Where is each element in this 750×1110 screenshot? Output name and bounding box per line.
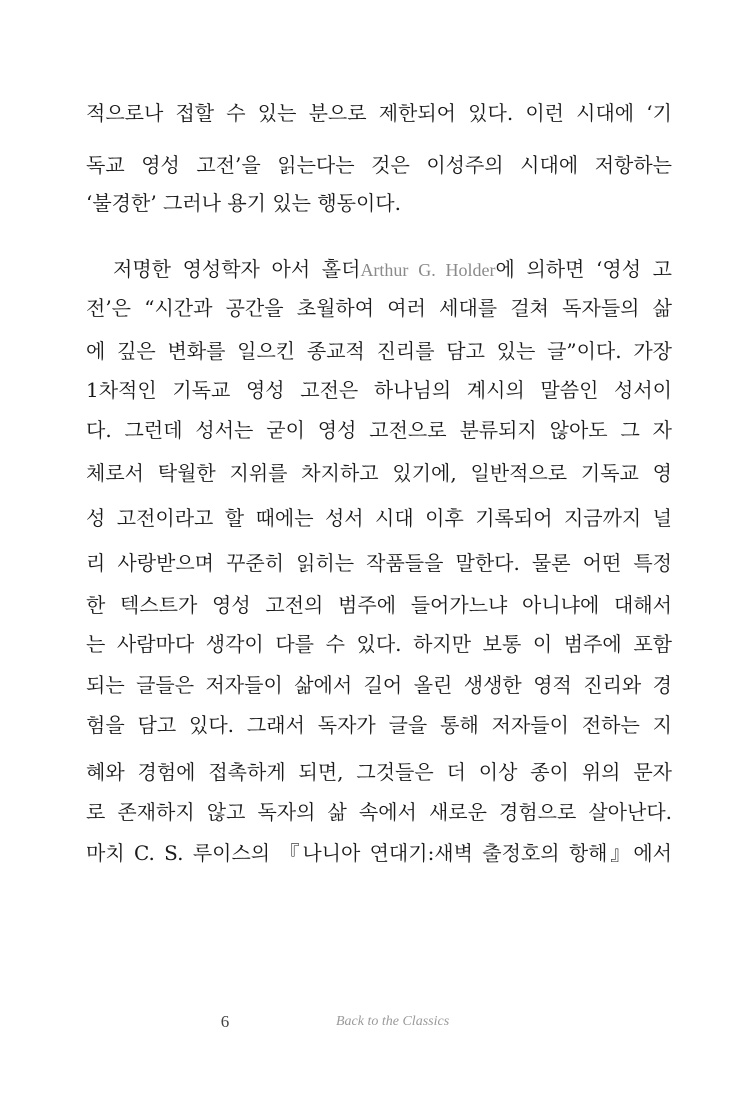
body-line: 로 존재하지 않고 독자의 삶 속에서 새로운 경험으로 살아난다. (86, 800, 672, 824)
body-line: ‘불경한’ 그러나 용기 있는 행동이다. (86, 191, 401, 215)
body-line: 1차적인 기독교 영성 고전은 하나님의 계시의 말씀인 성서이 (86, 378, 672, 402)
body-line: 되는 글들은 저자들이 삶에서 길어 올린 생생한 영적 진리와 경 (86, 673, 672, 697)
body-text-segment: 에 의하면 ‘영성 고 (495, 257, 672, 281)
body-line: 혜와 경험에 접촉하게 되면, 그것들은 더 이상 종이 위의 문자 (86, 760, 672, 784)
body-line: 험을 담고 있다. 그래서 독자가 글을 통해 저자들이 전하는 지 (86, 713, 672, 737)
body-line: 한 텍스트가 영성 고전의 범주에 들어가느냐 아니냐에 대해서 (86, 593, 672, 617)
body-line: 리 사랑받으며 꾸준히 읽히는 작품들을 말한다. 물론 어떤 특정 (86, 551, 672, 575)
body-line: 성 고전이라고 할 때에는 성서 시대 이후 기록되어 지금까지 널 (86, 506, 672, 530)
body-line: 체로서 탁월한 지위를 차지하고 있기에, 일반적으로 기독교 영 (86, 461, 672, 485)
body-line: 에 깊은 변화를 일으킨 종교적 진리를 담고 있는 글”이다. 가장 (86, 339, 672, 363)
body-text-segment: 저명한 영성학자 아서 홀더 (113, 257, 361, 281)
body-line: 다. 그런데 성서는 굳이 영성 고전으로 분류되지 않아도 그 자 (86, 418, 672, 442)
body-line: 전’은 “시간과 공간을 초월하여 여러 세대를 걸쳐 독자들의 삶 (86, 296, 672, 320)
body-line: 마치 C. S. 루이스의 『나니아 연대기:새벽 출정호의 항해』에서 (86, 841, 672, 865)
page-number: 6 (220, 1012, 230, 1031)
body-line: 적으로나 접할 수 있는 분으로 제한되어 있다. 이런 시대에 ‘기 (86, 101, 672, 125)
body-line: 독교 영성 고전’을 읽는다는 것은 이성주의 시대에 저항하는 (86, 153, 672, 177)
body-line (113, 249, 672, 289)
body-line: 는 사람마다 생각이 다를 수 있다. 하지만 보통 이 범주에 포함 (86, 632, 672, 656)
running-title: Back to the Classics (336, 1014, 450, 1029)
latin-name: Arthur G. Holder (360, 260, 496, 280)
